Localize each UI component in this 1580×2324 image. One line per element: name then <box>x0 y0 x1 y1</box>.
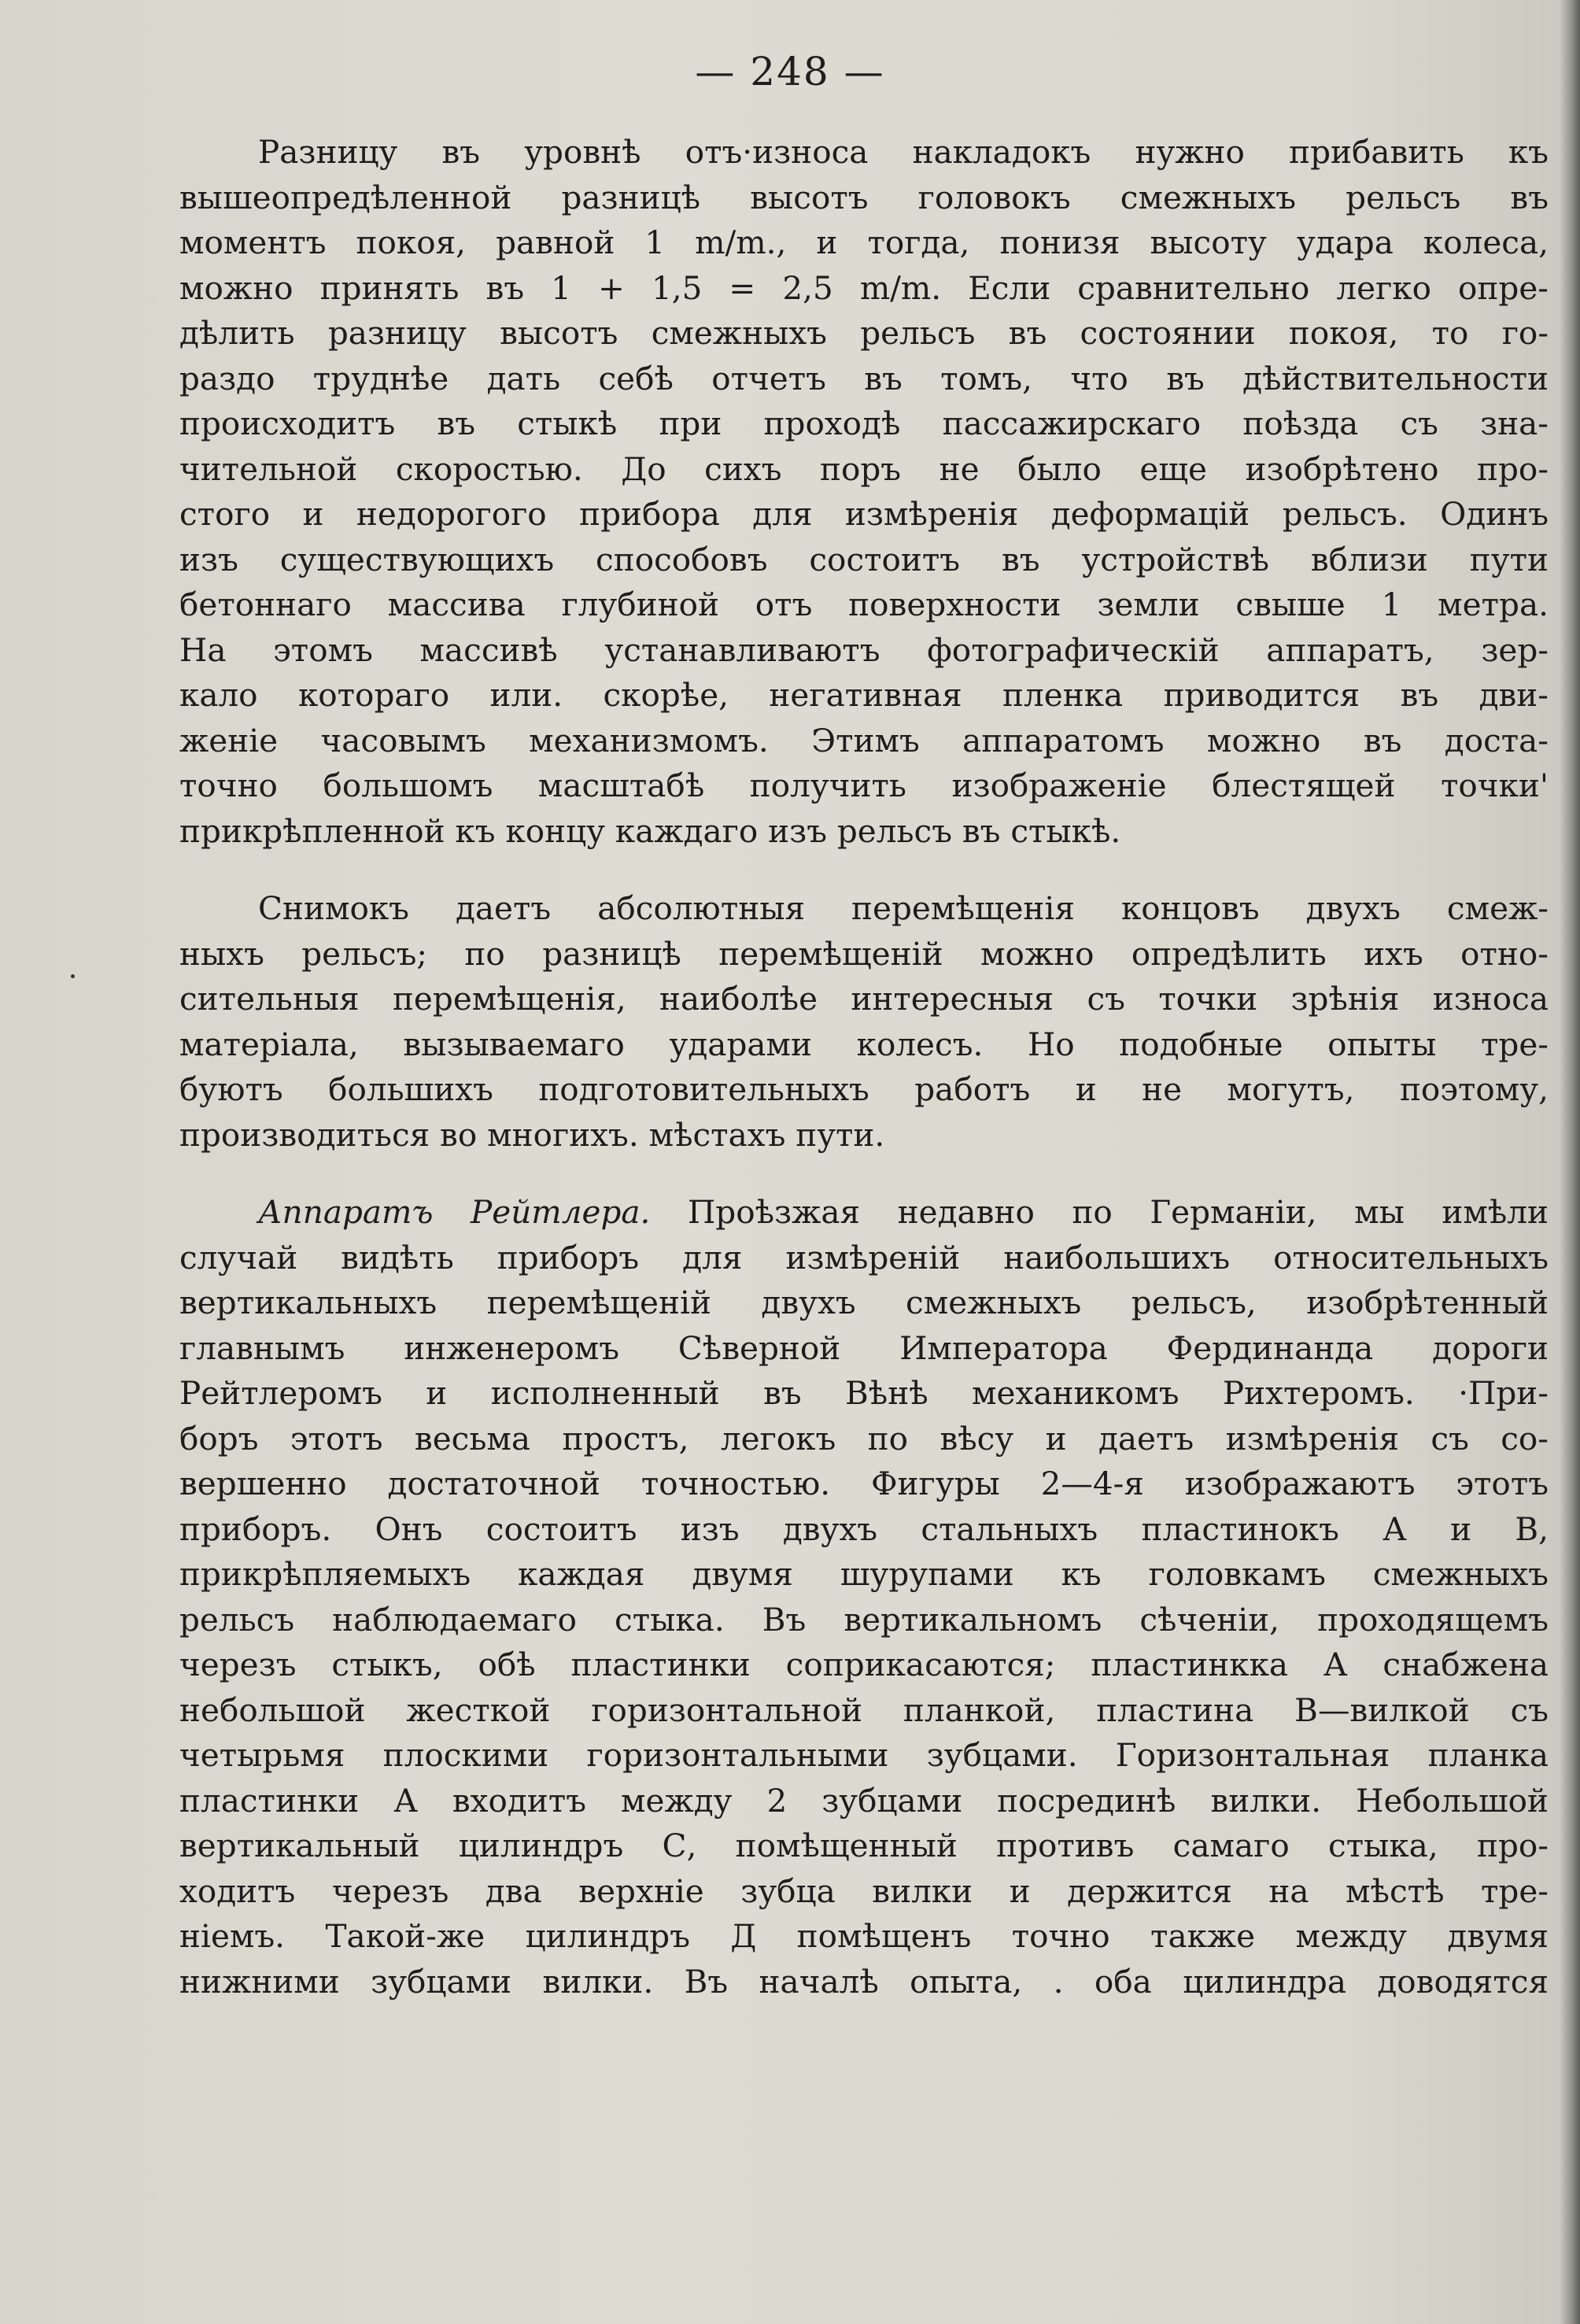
paragraph-2 <box>179 886 1549 1158</box>
text-line: женіе часовымъ механизмомъ. Этимъ аппаратомъ можно въ доста- <box>179 721 1549 759</box>
text-line: четырьмя плоскими горизонтальными зубцами. Горизонтальная планка <box>179 1736 1549 1774</box>
text-line: прикрѣпляемыхъ каждая двумя шурупами къ головкамъ смежныхъ <box>179 1555 1549 1593</box>
text-line: изъ существующихъ способовъ состоитъ въ устройствѣ вблизи пути <box>179 540 1549 578</box>
text-line: боръ этотъ весьма простъ, легокъ по вѣсу и даетъ измѣренія съ со- <box>179 1419 1549 1458</box>
text-line: нижними зубцами вилки. Въ началѣ опыта, . оба цилиндра доводятся <box>179 1962 1549 2001</box>
text-line: точно большомъ масштабѣ получить изображеніе блестящей точки' <box>179 767 1549 804</box>
text-line: Снимокъ даетъ абсолютныя перемѣщенія концовъ двухъ смеж- <box>258 889 1549 927</box>
text-line: Разницу въ уровнѣ отъ·износа накладокъ нужно прибавить къ <box>258 133 1549 171</box>
section-heading: Аппаратъ Рейтлера. <box>258 1193 651 1231</box>
text-line: ніемъ. Такой-же цилиндръ Д помѣщенъ точно также между двумя <box>179 1917 1549 1955</box>
page-number: — 248 — <box>695 49 885 94</box>
text-line: ныхъ рельсъ; по разницѣ перемѣщеній можно опредѣлить ихъ отно- <box>179 934 1549 973</box>
text-line: сительныя перемѣщенія, наиболѣе интересныя съ точки зрѣнія износа <box>179 980 1549 1018</box>
text-line: раздо труднѣе дать себѣ отчетъ въ томъ, что въ дѣйствительности <box>179 359 1549 397</box>
text-line: случай видѣть приборъ для измѣреній наибольшихъ относительныхъ <box>179 1238 1549 1277</box>
text-line: вершенно достаточной точностью. Фигуры 2—4-я изображаютъ этотъ <box>179 1465 1549 1502</box>
paragraph-1 <box>179 130 1549 854</box>
text-line: дѣлить разницу высотъ смежныхъ рельсъ въ состоянии покоя, то го- <box>179 314 1549 352</box>
text-line: пластинки А входитъ между 2 зубцами посрединѣ вилки. Небольшой <box>179 1781 1549 1820</box>
text-line: ходитъ черезъ два верхніе зубца вилки и держится на мѣстѣ тре- <box>179 1871 1549 1910</box>
text-line: бетоннаго массива глубиной отъ поверхности земли свыше 1 метра. <box>179 586 1549 623</box>
text-line: небольшой жесткой горизонтальной планкой, пластина В—вилкой съ <box>179 1690 1549 1729</box>
text-line: вертикальныхъ перемѣщеній двухъ смежныхъ рельсъ, изобрѣтенный <box>179 1284 1549 1321</box>
paragraph-3 <box>179 1190 1549 2004</box>
paragraph-gap <box>179 854 1549 886</box>
text-line: Рейтлеромъ и исполненный въ Вѣнѣ механикомъ Рихтеромъ. ·При- <box>179 1374 1549 1412</box>
page-edge-shadow <box>1560 0 1580 2324</box>
text-line: чительной скоростью. До сихъ поръ не было еще изобрѣтено про- <box>179 449 1549 488</box>
text-line: матеріала, вызываемаго ударами колесъ. Но подобные опыты тре- <box>179 1025 1549 1063</box>
text-line: буютъ большихъ подготовительныхъ работъ и не могутъ, поэтому, <box>179 1070 1549 1108</box>
text-line: кало котораго или. скорѣе, негативная пленка приводится въ дви- <box>179 676 1549 714</box>
ink-speck <box>71 974 75 978</box>
text-line: прикрѣпленной къ концу каждаго изъ рельсъ въ стыкѣ. <box>179 811 1121 850</box>
text-line: На этомъ массивѣ устанавливаютъ фотографическій аппаратъ, зер- <box>179 630 1549 669</box>
text-line: производиться во многихъ. мѣстахъ пути. <box>179 1115 885 1154</box>
text-line: вышеопредѣленной разницѣ высотъ головокъ смежныхъ рельсъ въ <box>179 178 1549 216</box>
text-line: главнымъ инженеромъ Сѣверной Императора Фердинанда дороги <box>179 1328 1549 1367</box>
text-line: стого и недорогого прибора для измѣренія деформацій рельсъ. Одинъ <box>179 495 1549 533</box>
text-line: моментъ покоя, равной 1 m/m., и тогда, понизя высоту удара колеса, <box>179 224 1549 261</box>
body-text <box>179 130 1549 2004</box>
text-line <box>179 1190 1549 1236</box>
paragraph-gap <box>179 1158 1549 1190</box>
text-line: происходитъ въ стыкѣ при проходѣ пассажирскаго поѣзда съ зна- <box>179 405 1549 442</box>
text-line: приборъ. Онъ состоитъ изъ двухъ стальныхъ пластинокъ А и В, <box>179 1509 1549 1548</box>
text-line: черезъ стыкъ, обѣ пластинки соприкасаются; пластинкка А снабжена <box>179 1646 1549 1683</box>
heading-line-rest: Проѣзжая недавно по Германіи, мы имѣли <box>687 1193 1549 1231</box>
text-line: вертикальный цилиндръ С, помѣщенный противъ самаго стыка, про- <box>179 1827 1549 1864</box>
text-line: рельсъ наблюдаемаго стыка. Въ вертикальномъ сѣченіи, проходящемъ <box>179 1600 1549 1639</box>
text-line: можно принять въ 1 + 1,5 = 2,5 m/m. Если сравнительно легко опре- <box>179 268 1549 307</box>
